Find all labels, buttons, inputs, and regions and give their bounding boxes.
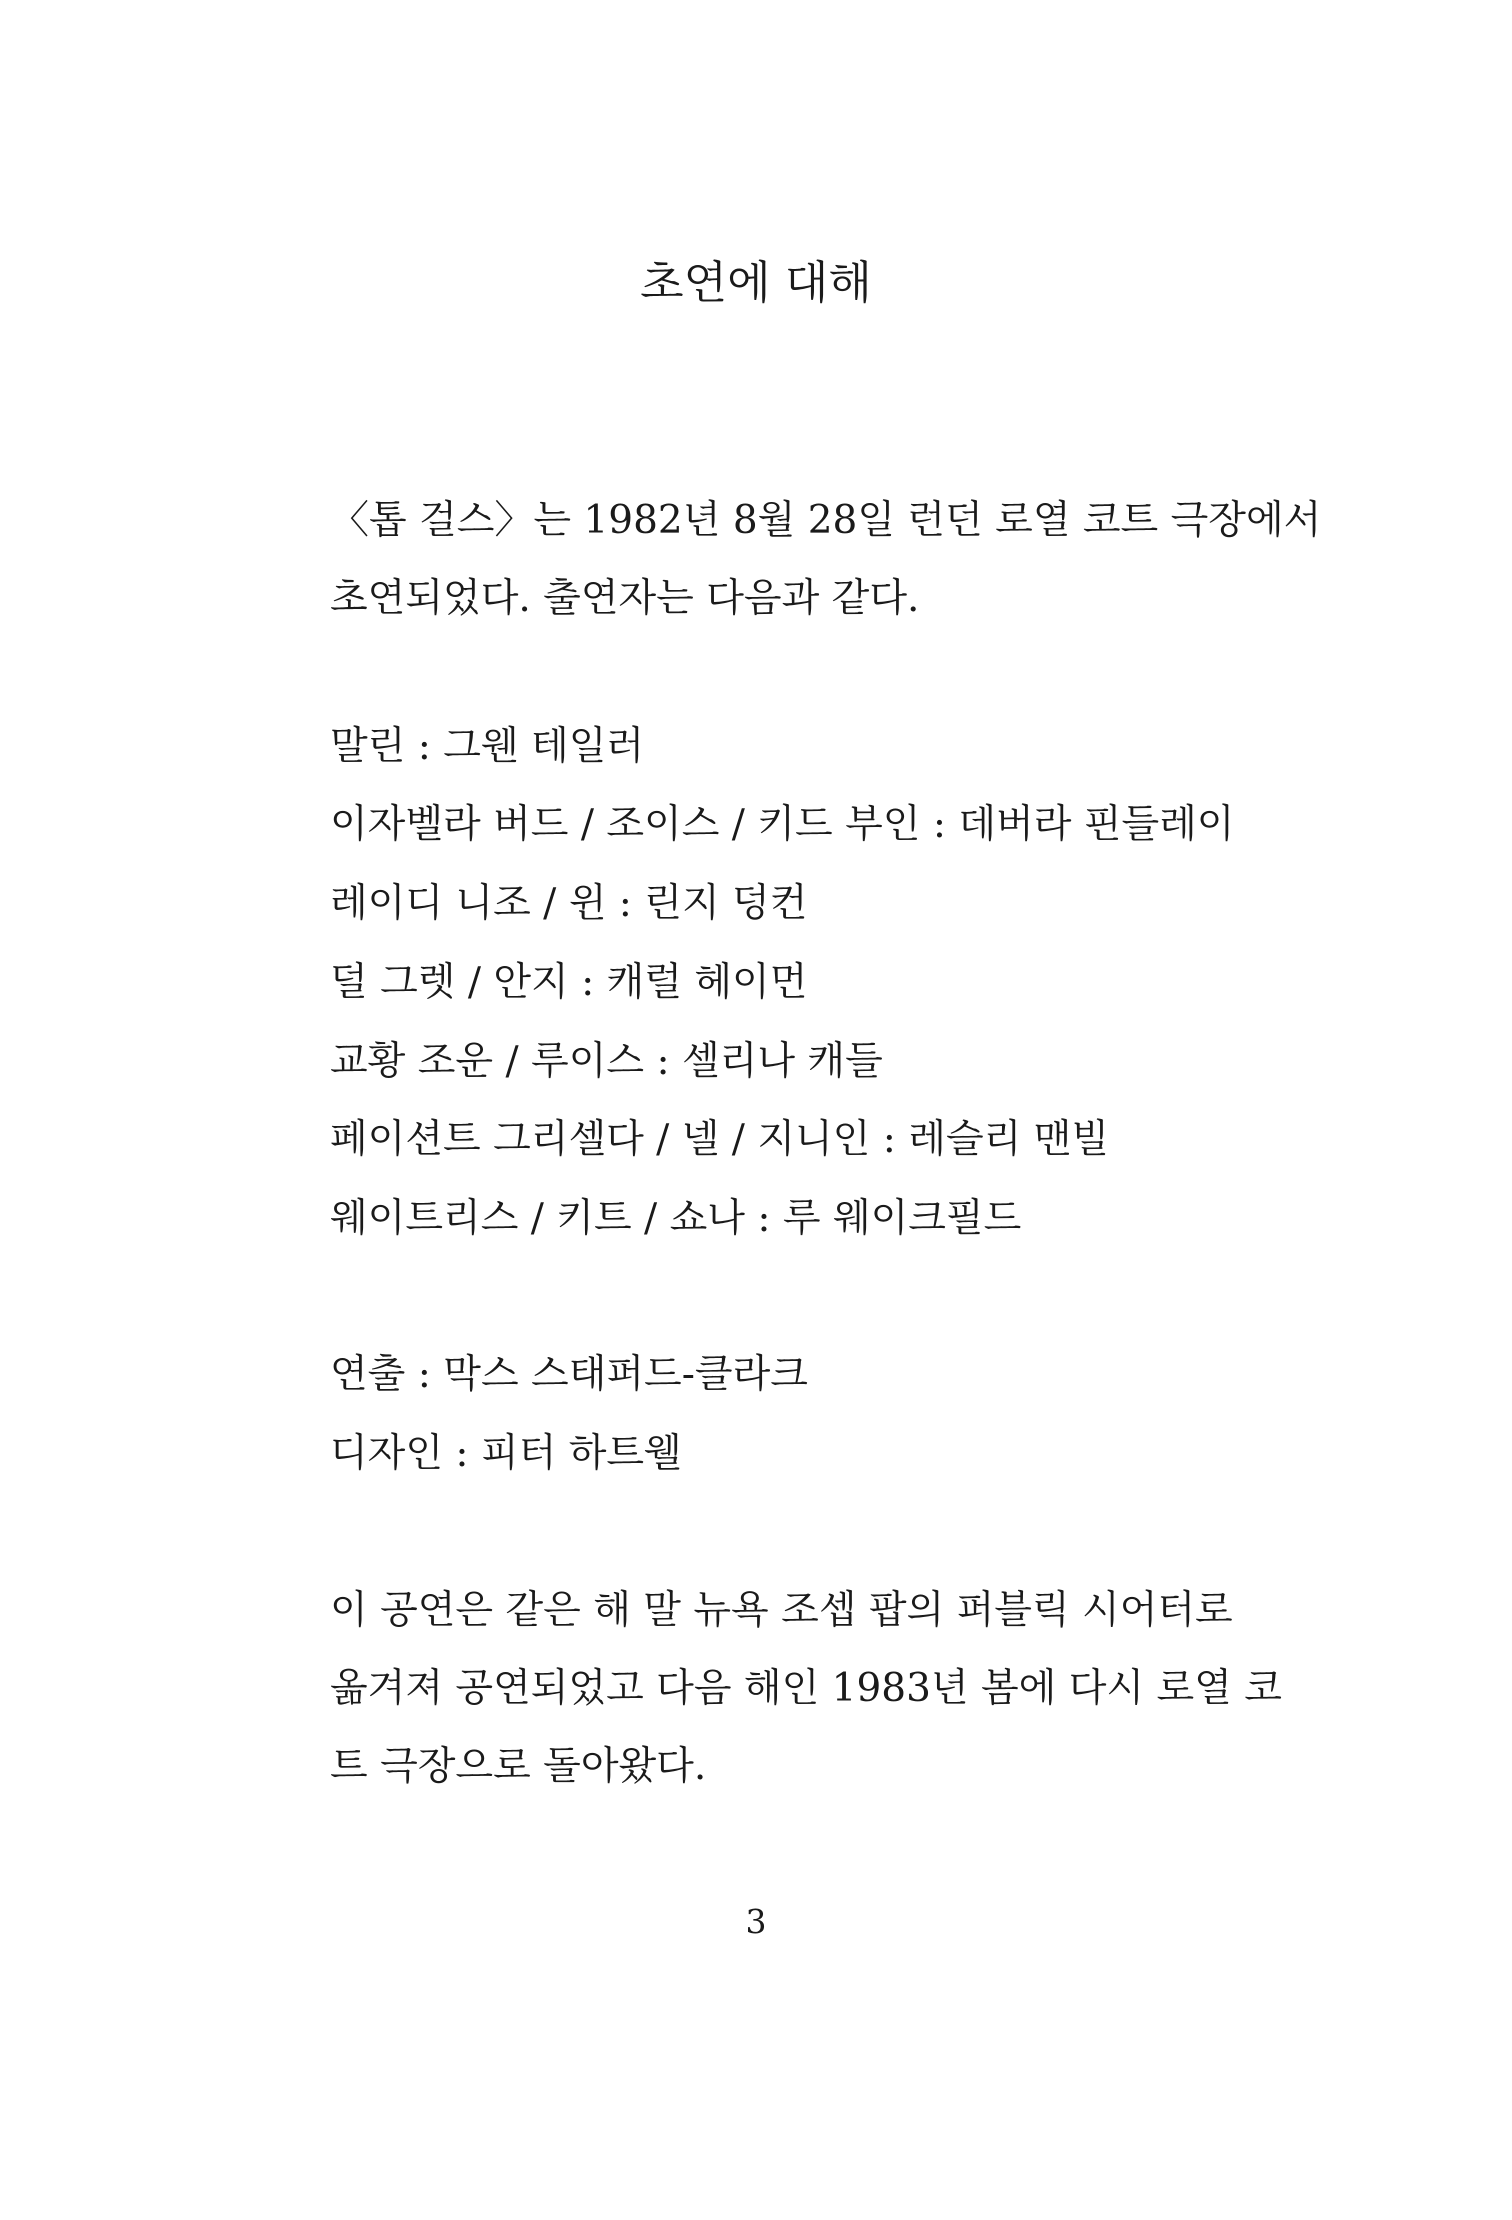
intro-line-1: 〈톱 걸스〉는 1982년 8월 28일 런던 로열 코트 극장에서 — [330, 498, 1322, 543]
cast-line-6: 페이션트 그리셀다 / 넬 / 지니인 : 레슬리 맨빌 — [330, 1117, 1110, 1162]
closing-line-2: 옮겨져 공연되었고 다음 해인 1983년 봄에 다시 로열 코 — [330, 1666, 1282, 1711]
intro-line-2: 초연되었다. 출연자는 다음과 같다. — [330, 576, 920, 621]
closing-line-1: 이 공연은 같은 해 말 뉴욕 조셉 팝의 퍼블릭 시어터로 — [330, 1588, 1233, 1633]
cast-line-7: 웨이트리스 / 키트 / 쇼나 : 루 웨이크필드 — [330, 1196, 1022, 1241]
credit-line-1: 연출 : 막스 스태퍼드-클라크 — [330, 1352, 808, 1397]
page-title: 초연에 대해 — [640, 256, 872, 309]
page-number: 3 — [745, 1902, 767, 1941]
cast-line-1: 말린 : 그웬 테일러 — [330, 724, 645, 769]
cast-line-4: 덜 그렛 / 안지 : 캐럴 헤이먼 — [330, 960, 808, 1005]
closing-line-3: 트 극장으로 돌아왔다. — [330, 1744, 707, 1789]
cast-line-3: 레이디 니조 / 윈 : 린지 덩컨 — [330, 881, 808, 926]
cast-line-2: 이자벨라 버드 / 조이스 / 키드 부인 : 데버라 핀들레이 — [330, 802, 1235, 847]
cast-line-5: 교황 조운 / 루이스 : 셀리나 캐들 — [330, 1039, 883, 1084]
credit-line-2: 디자인 : 피터 하트웰 — [330, 1431, 682, 1476]
